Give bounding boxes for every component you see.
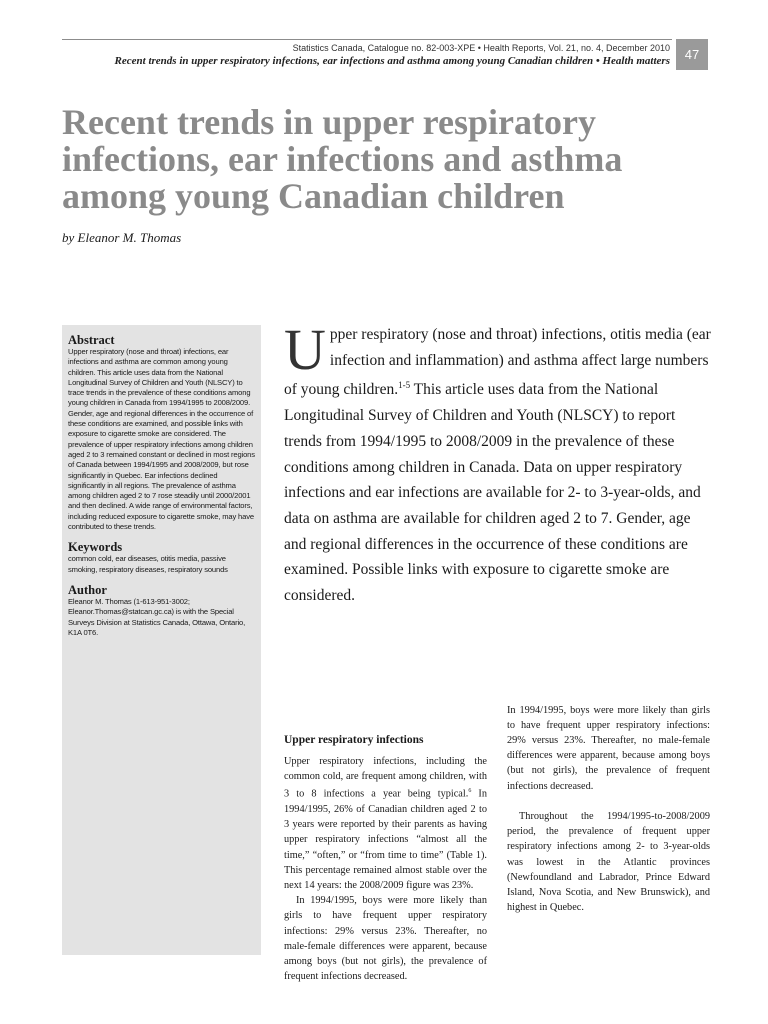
body-column-2 — [507, 704, 710, 915]
body-p2-continued: In 1994/1995, boys were more likely than girls to have frequent upper respiratory infections: 29% versus 23%. Thereafter, no male-female differences were apparent, because among boys (but not girls), the prevalence of frequent infections decreased. — [507, 704, 710, 792]
author-text — [68, 597, 255, 638]
lead-paragraph — [284, 317, 714, 609]
keywords-heading: Keywords — [68, 540, 123, 555]
lead-text-2: This article uses data from the National Longitudinal Survey of Children and Youth (NLSCY) to report trends from 1994/1995 to 2008/2009 in the prevalence of these conditions among children in Canada. Data on upper respiratory infections and ear infections are available for 2- to 3-year-olds, and data on asthma are available for children aged 2 to 7. Gender, age and regional differences in the occurrence of these conditions are examined. Possible links with exposure to cigarette smoke are considered. — [284, 381, 701, 605]
byline: by Eleanor M. Thomas — [62, 230, 182, 245]
page-number: 47 — [676, 39, 708, 70]
reference-6: 6 — [468, 788, 472, 795]
body-p1-text: Upper respiratory infections, including the common cold, are frequent among children, with 3 to 8 infections a year being typical. — [284, 756, 487, 800]
abstract-text: Upper respiratory (nose and throat) infections, ear infections and asthma are common among young children. This article uses data from the National Longitudinal Survey of Children and Youth (NLSCY) to trace trends in the prevalence of these conditions among young children in Canada from 1994/1995 to 2008/2009. Gender, age and regional differences in the occurrence of these conditions are examined, and possible links with exposure to cigarette smoke are considered. The prevalence of upper respiratory infections among children aged 2 to 3 remained constant or declined in most regions of Canada between 1994/1995 and 2008/2009, but rose significantly in Quebec. Ear infections declined significantly in all regions. The prevalence of asthma among children aged 2 to 7 rose steadily until 2000/2001 and then declined. A wide range of environmental factors, including reduced exposure to cigarette smoke, may have contributed to these trends. — [68, 347, 255, 532]
drop-cap: U — [284, 317, 326, 382]
body-paragraph-2: In 1994/1995, boys were more likely than girls to have frequent upper respiratory infections: 29% versus 23%. Thereafter, no male-female differences were apparent, because among boys (but not girls), the prevalence of frequent infections decreased. — [284, 895, 487, 983]
body-column-1 — [284, 733, 487, 983]
article-title: Recent trends in upper respiratory infections, ear infections and asthma among young Canadian children — [62, 102, 623, 216]
header-catalogue: Statistics Canada, Catalogue no. 82-003-XPE • Health Reports, Vol. 21, no. 4, December 2010 — [292, 43, 670, 53]
header-running-title: Recent trends in upper respiratory infections, ear infections and asthma among young Canadian children • Health matters — [114, 55, 670, 67]
abstract-heading: Abstract — [68, 333, 115, 347]
author-line: Eleanor.Thomas@statcan.gc.ca) is with the Special Surveys Division at Statistics Canada, Ottawa, Ontario, K1A 0T6. — [68, 607, 246, 637]
section-heading: Upper respiratory infections — [284, 734, 424, 746]
header-rule — [62, 39, 672, 40]
body-paragraph-3: Throughout the 1994/1995-to-2008/2009 period, the prevalence of frequent upper respiratory infections among 2- to 3-year-olds was lowest in the Atlantic provinces (Newfoundland and Labrador, Prince Edward Island, Nova Scotia, and New Brunswick), and highest in Quebec. — [507, 811, 710, 914]
reference-1: 1-5 — [398, 380, 411, 391]
abstract-sidebar — [62, 325, 261, 955]
author-heading: Author — [68, 582, 107, 597]
body-p1-text-cont: In 1994/1995, 26% of Canadian children aged 2 to 3 years were reported by their parents as having upper respiratory infections “almost all the time,” “often,” or “from time to time” (Table 1). This percentage remained almost stable over the next 14 years: the 2008/2009 figure was 23%. — [284, 788, 487, 892]
keywords-text: common cold, ear diseases, otitis media, passive smoking, respiratory diseases, respiratory sounds — [68, 554, 228, 574]
author-line: Eleanor M. Thomas (1-613-951-3002; — [68, 596, 190, 606]
body-paragraph-2-cont — [507, 704, 710, 809]
body-paragraph-1 — [284, 754, 487, 893]
lead-text-1: pper respiratory (nose and throat) infections, otitis media (ear infection and inflammation) and asthma affect large numbers of young children. — [284, 326, 711, 399]
